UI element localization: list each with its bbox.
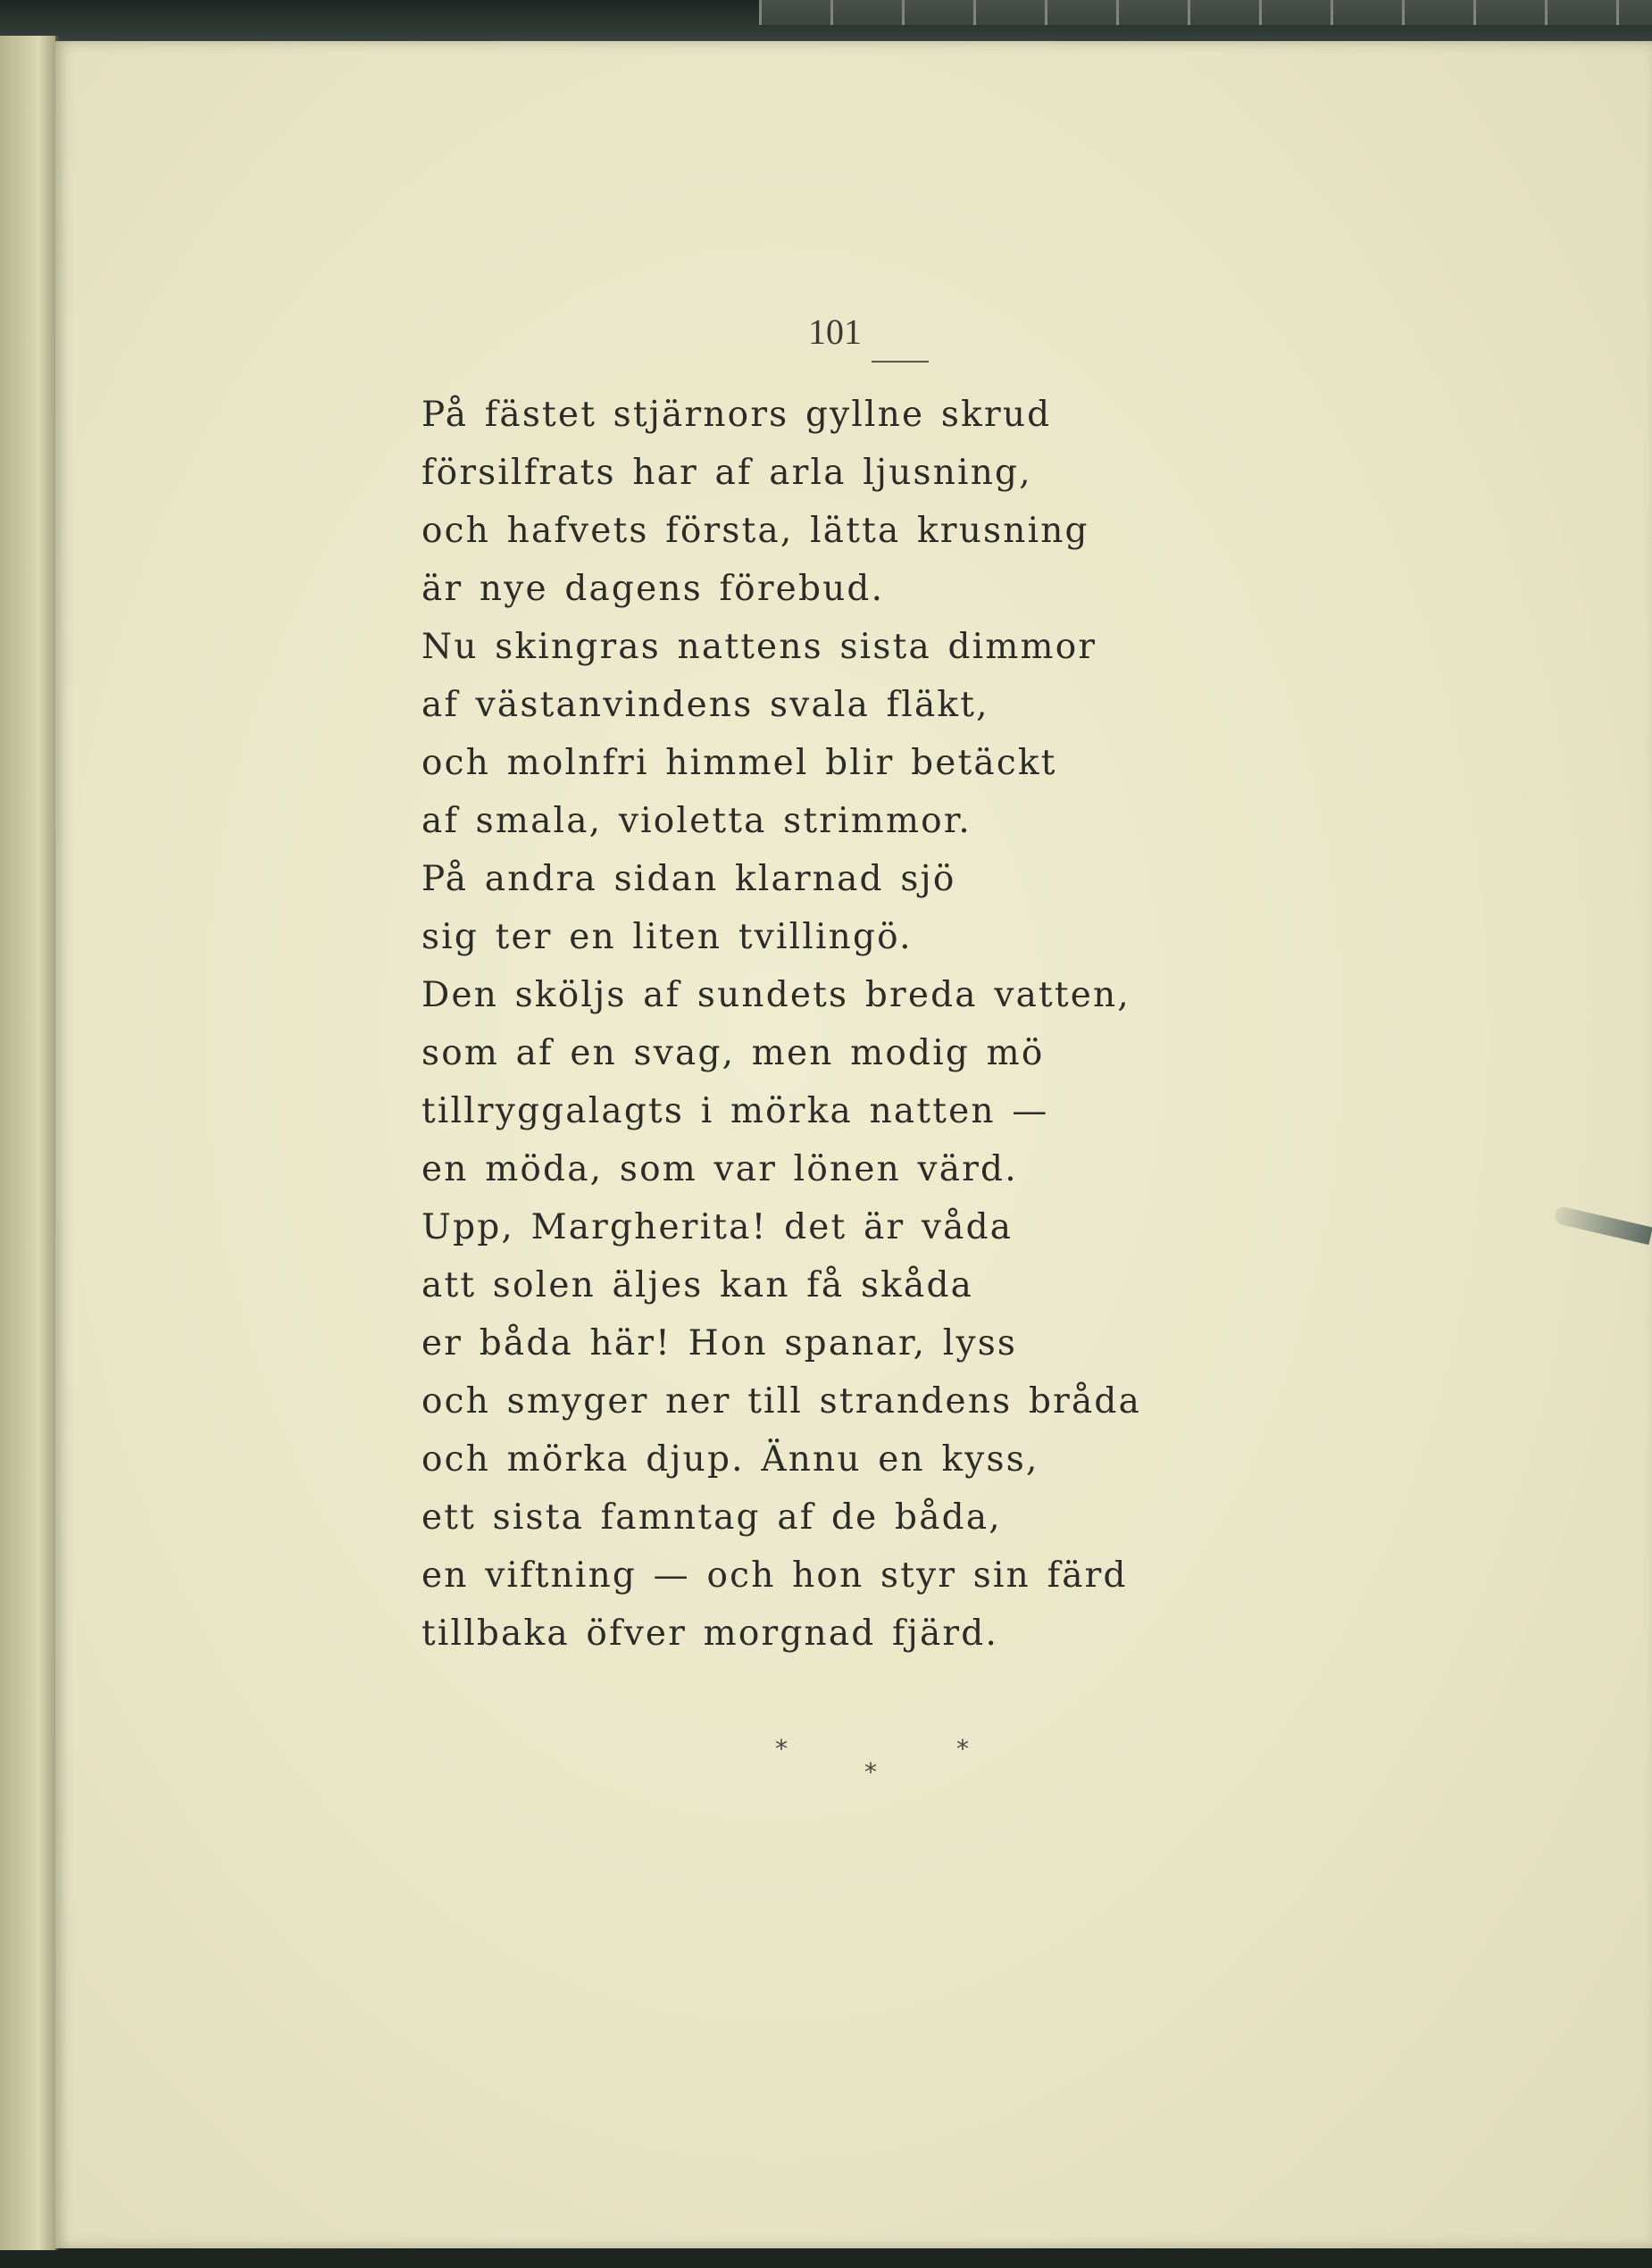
scanner-background-bottom [0,2248,1652,2268]
poem-line: Den sköljs af sundets breda vatten, [421,975,1131,1015]
poem-line: ett sista famntag af de båda, [421,1497,1002,1538]
poem-line: är nye dagens förebud. [421,569,885,609]
ornament-asterisk: * [775,1734,788,1764]
poem-line: en möda, som var lönen värd. [421,1149,1018,1189]
poem-line: en viftning — och hon styr sin färd [421,1555,1128,1596]
poem-line: af västanvindens svala fläkt, [421,685,989,725]
page-number: 101 [808,312,862,352]
poem-line: Nu skingras nattens sista dimmor [421,627,1097,667]
poem-line: som af en svag, men modig mö [421,1033,1045,1073]
page-number-rule [872,361,929,363]
previous-page-edge [0,36,58,2250]
poem-line: sig ter en liten tvillingö. [421,917,913,957]
poem-line: På andra sidan klarnad sjö [421,859,956,899]
poem-line: och mörka djup. Ännu en kyss, [421,1439,1039,1480]
scale-ruler [759,0,1652,25]
poem-line: och hafvets första, lätta krusning [421,511,1089,551]
poem-line: att solen äljes kan få skåda [421,1265,974,1305]
ornament-asterisk: * [956,1734,969,1764]
poem-line: försilfrats har af arla ljusning, [421,453,1032,493]
poem-line: och smyger ner till strandens bråda [421,1381,1142,1422]
poem-line: af smala, violetta strimmor. [421,801,972,841]
poem-line: tillbaka öfver morgnad fjärd. [421,1613,999,1654]
poem-line: tillryggalagts i mörka natten — [421,1091,1049,1131]
poem-line: På fästet stjärnors gyllne skrud [421,395,1052,435]
poem-line: er båda här! Hon spanar, lyss [421,1323,1018,1363]
poem-line: Upp, Margherita! det är våda [421,1207,1014,1247]
poem-line: och molnfri himmel blir betäckt [421,743,1057,783]
poem-text [421,386,1225,1663]
ornament-asterisk: * [864,1757,877,1787]
